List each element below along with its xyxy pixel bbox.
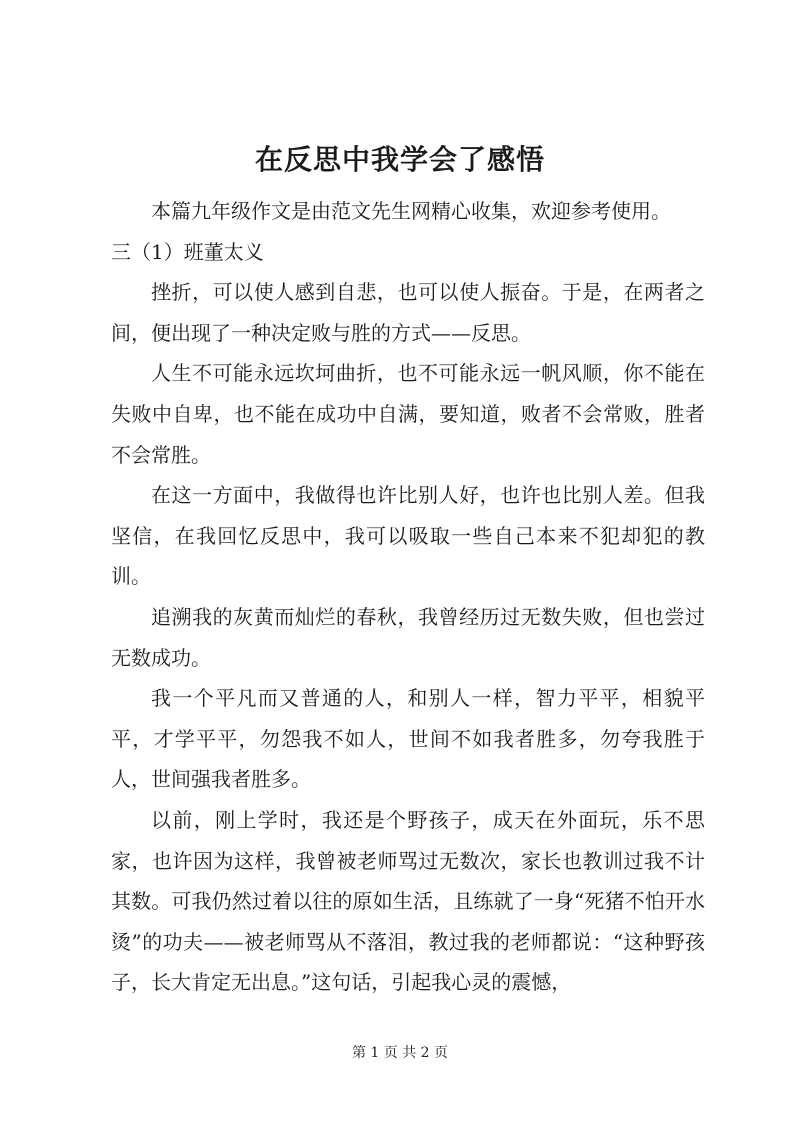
document-title: 在反思中我学会了感悟 <box>254 143 545 176</box>
page-footer: 第 1 页 共 2 页 <box>351 1045 449 1061</box>
body-paragraph: 人生不可能永远坎坷曲折，也不可能永远一帆风顺，你不能在失败中自卑，也不能在成功中自满，要知道，败者不会常败，胜者不会常胜。 <box>111 361 705 467</box>
body-paragraph: 以前，刚上学时，我还是个野孩子，成天在外面玩，乐不思家，也许因为这样，我曾被老师骂过无数次，家长也教训过我不计其数。可我仍然过着以往的原如生活，且练就了一身“死猪不怕开水烫”的功夫——被老师骂从不落泪，教过我的老师都说：“这种野孩子，长大肯定无出息。”这句话，引起我心灵的震憾， <box>111 807 705 995</box>
body-paragraph: 我一个平凡而又普通的人，和别人一样，智力平平，相貌平平，才学平平，勿怨我不如人，世间不如我者胜多，勿夸我胜于人，世间强我者胜多。 <box>111 686 705 792</box>
author-line: 三（1）班董太义 <box>111 239 264 264</box>
body-paragraph: 挫折，可以使人感到自悲，也可以使人振奋。于是，在两者之间，便出现了一种决定败与胜的方式——反思。 <box>111 280 705 345</box>
body-paragraph: 在这一方面中，我做得也许比别人好，也许也比别人差。但我坚信，在我回忆反思中，我可以吸取一些自己本来不犯却犯的教训。 <box>111 483 705 589</box>
intro-paragraph: 本篇九年级作文是由范文先生网精心收集，欢迎参考使用。 <box>151 199 671 223</box>
document-body <box>111 191 705 1003</box>
body-paragraph: 追溯我的灰黄而灿烂的春秋，我曾经历过无数失败，但也尝过无数成功。 <box>111 604 705 670</box>
